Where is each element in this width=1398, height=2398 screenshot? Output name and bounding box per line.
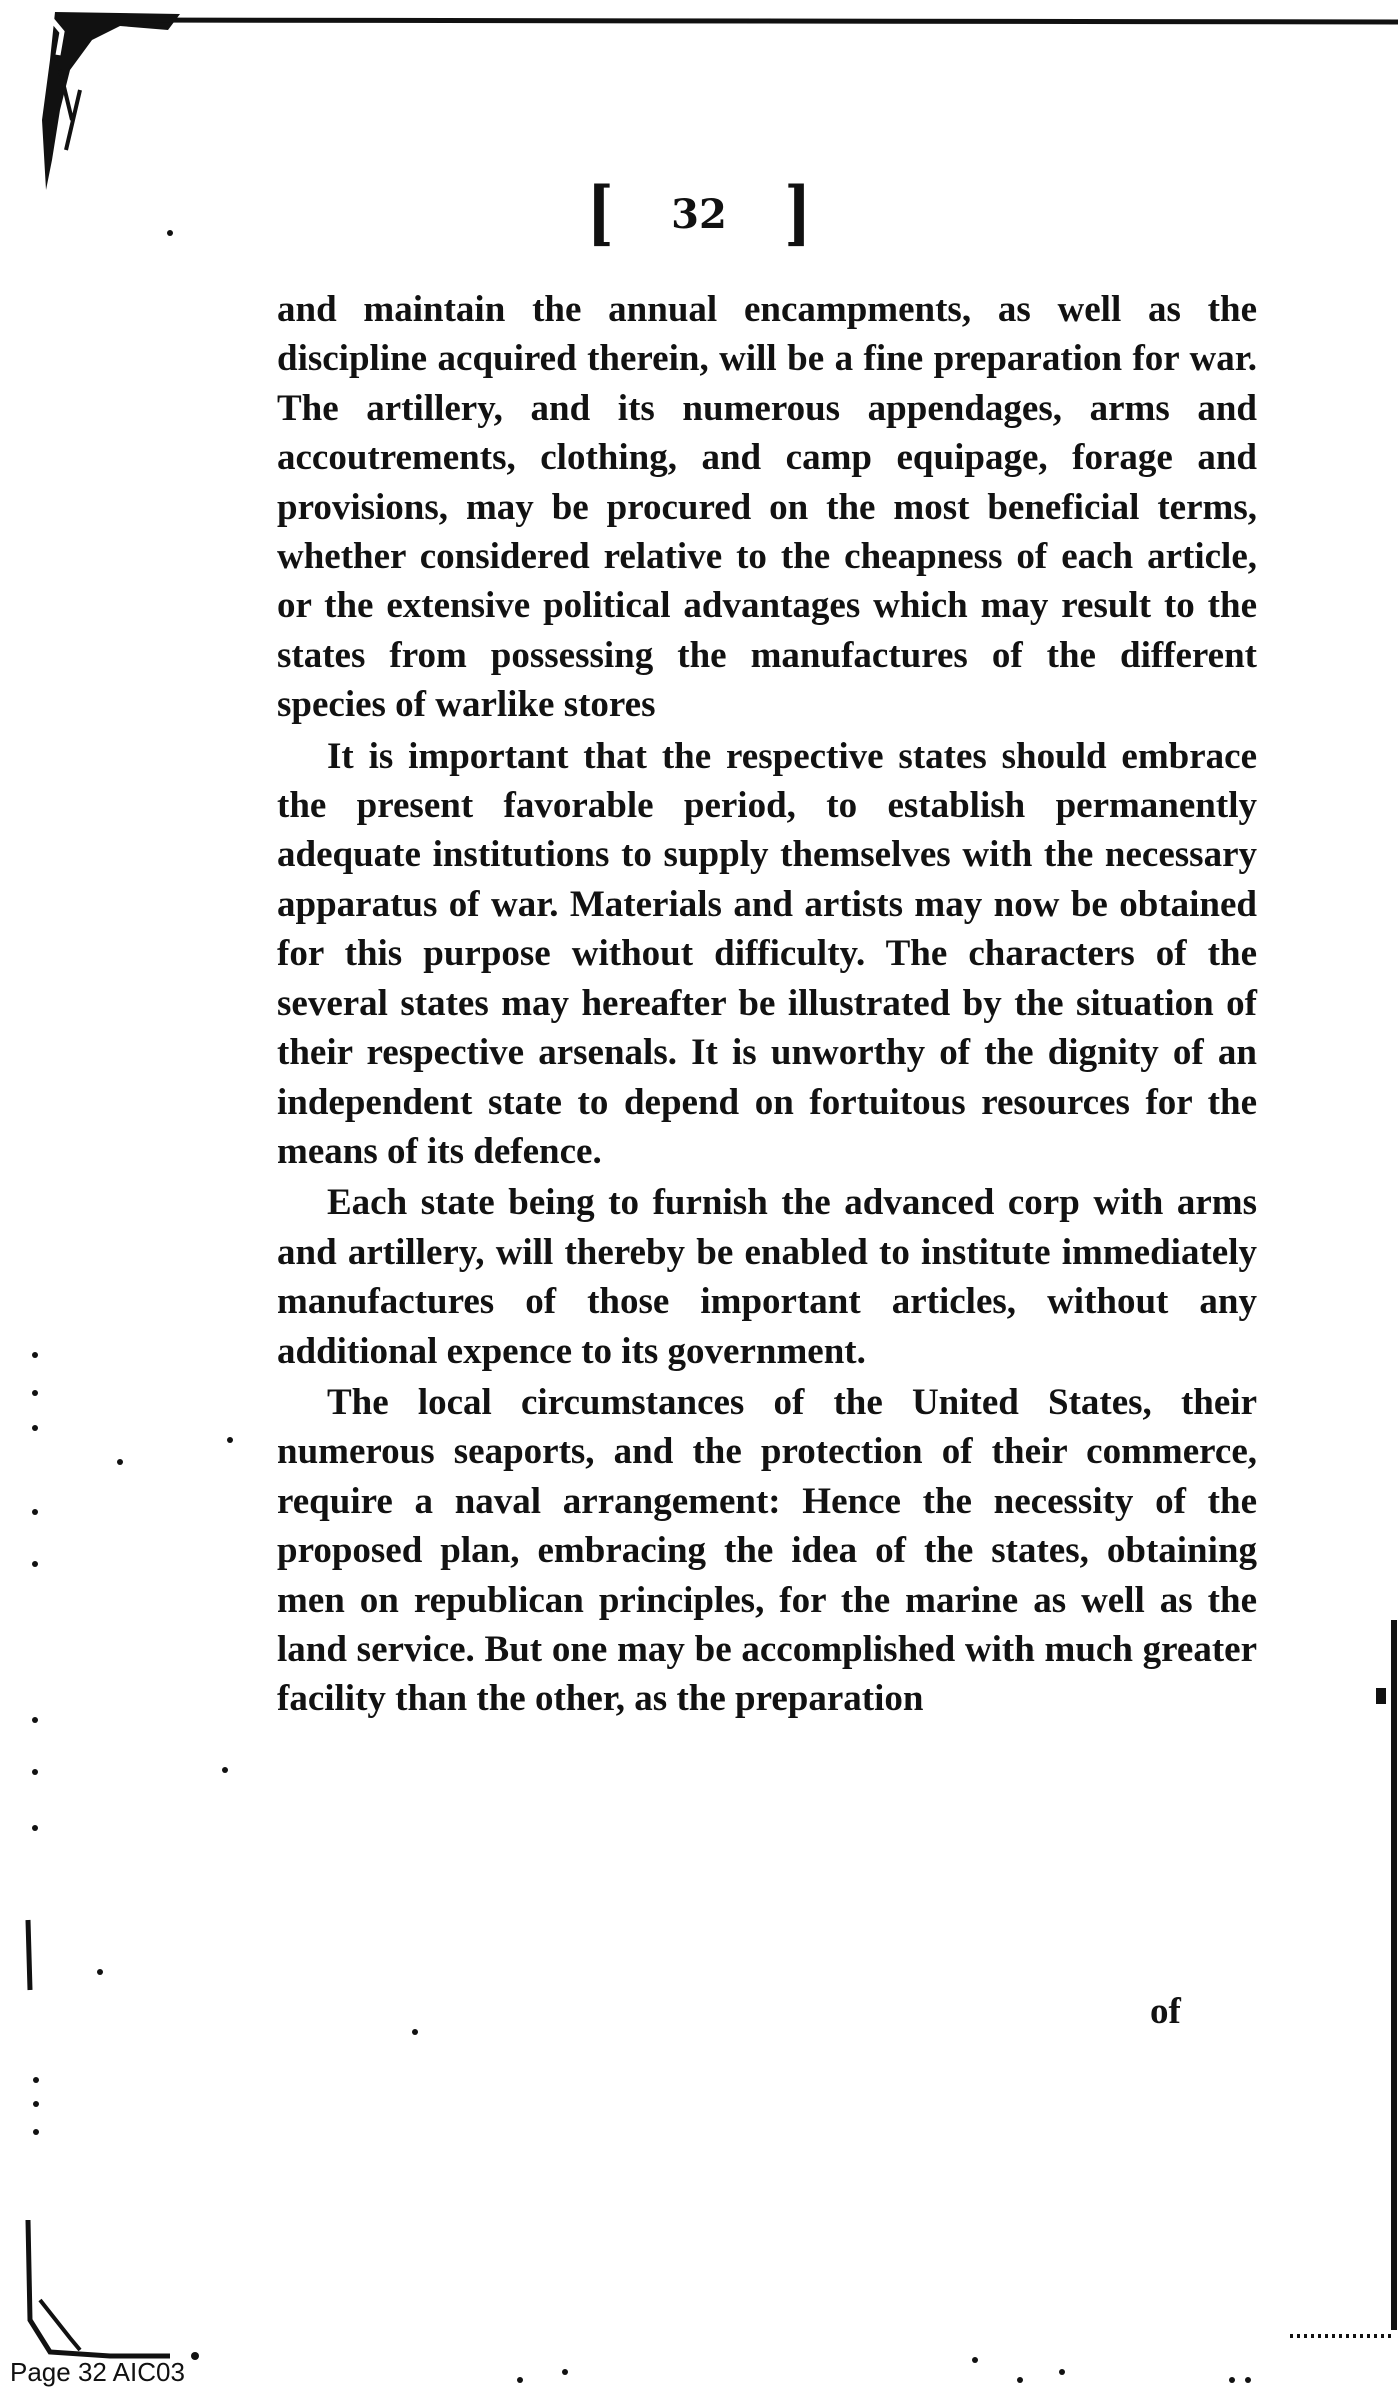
top-edge-line [100,20,1398,22]
page-header [0,171,1398,255]
footer-page-label: Page 32 AIC03 [10,2357,185,2387]
paragraph-4: The local circumstances of the United States, their numerous seaports, and the protection of their commerce, require a naval arrangement: Hence the necessity of the proposed plan, embracing the idea of the states, obtaining men on republican principles, for the marine as well as the land service. But one may be accomplished with much greater facility than the other, as the preparation [277,1381,1257,1720]
paragraph-1: and maintain the annual encampments, as well as the discipline acquired therein, will be a fine preparation for war. The artillery, and its numerous appendages, arms and accoutrements, clothing, and camp equipage, forage and provisions, may be procured on the most beneficial terms, whether considered relative to the cheapness of each article, or the extensive political advantages which may result to the states from possessing the manufactures of the different species of warlike stores [277,289,1257,726]
body-text [277,285,1257,1724]
close-bracket: ] [784,171,811,255]
paragraph-3: Each state being to furnish the advanced corp with arms and artillery, will thereby be enabled to institute immediately manufactures of those important articles, without any additional expence to its government. [277,1182,1257,1372]
paragraph-2: It is important that the respective states should embrace the present favorable period, to establish permanently adequate institutions to supply themselves with the necessary apparatus of war. Materials and artists may now be obtained for this purpose without difficulty. The characters of the several states may hereafter be illustrated by the situation of their respective arsenals. It is unworthy of the dignity of an independent state to depend on fortuitous resources for the means of its defence. [277,735,1257,1172]
page-number: 32 [671,191,727,238]
open-bracket: [ [587,171,614,255]
left-edge-line [28,1920,170,2356]
catchword: of [1150,1991,1181,2032]
